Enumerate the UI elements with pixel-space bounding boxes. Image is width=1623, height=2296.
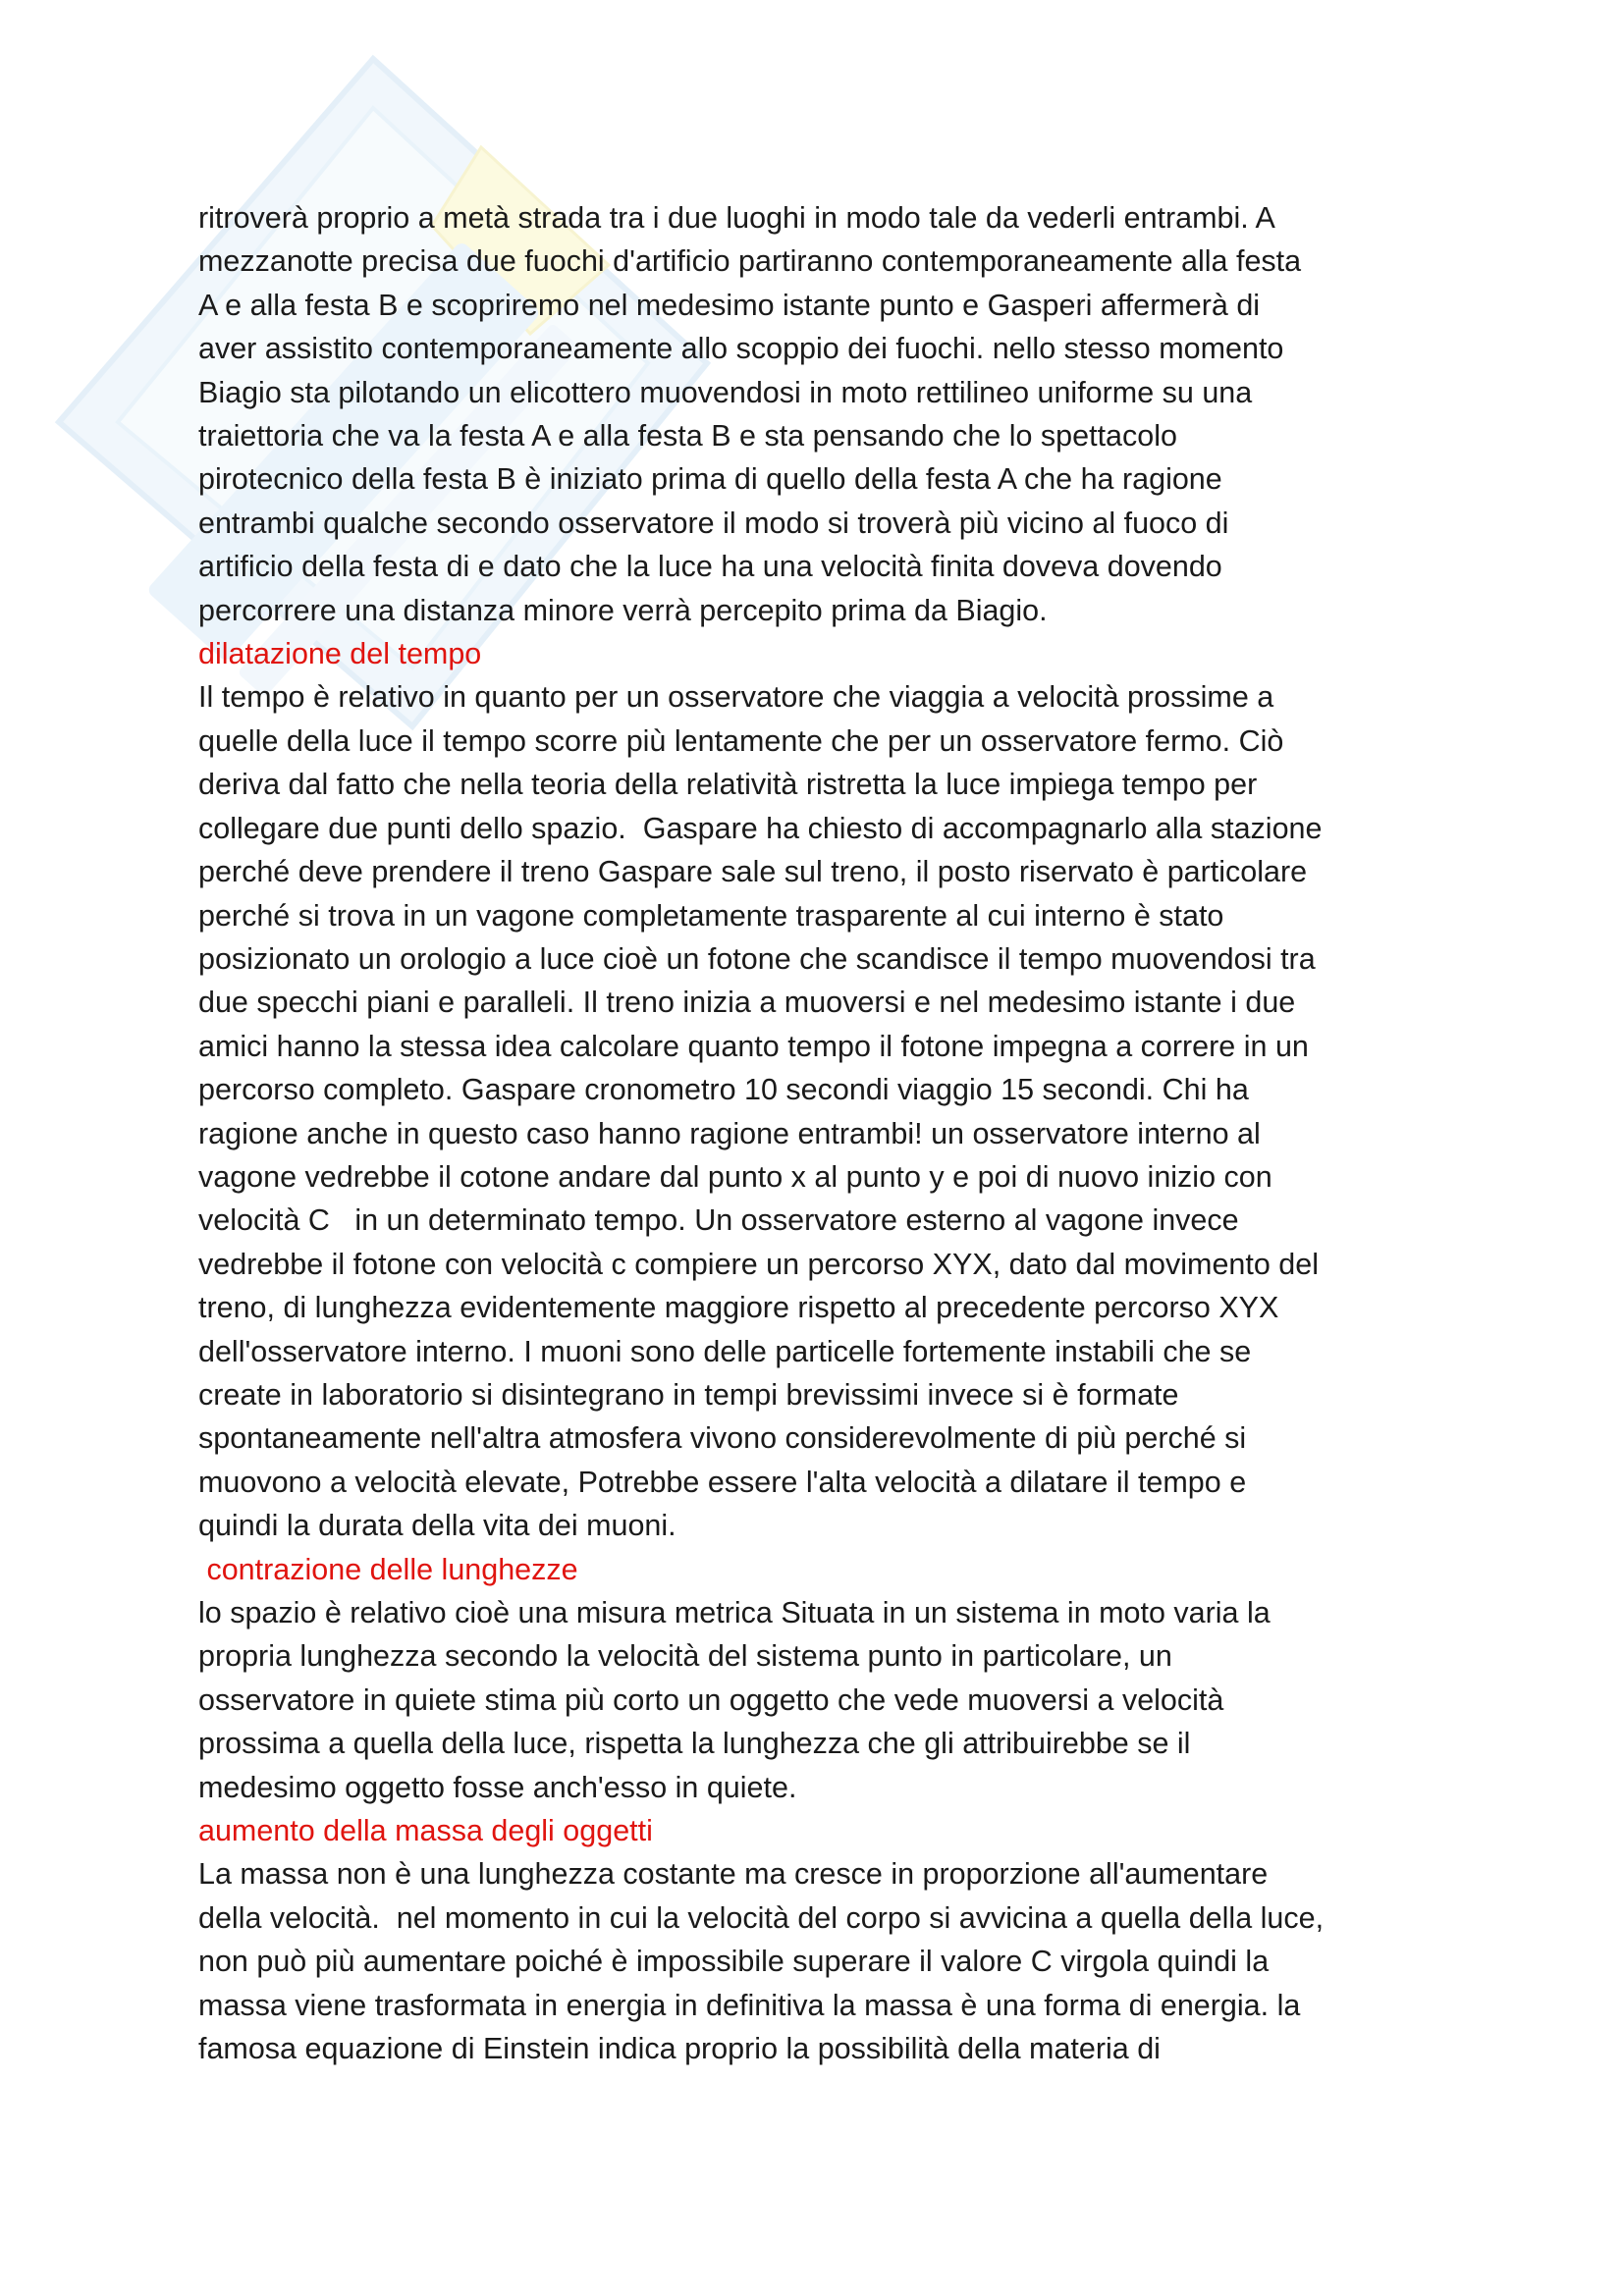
text-line: mezzanotte precisa due fuochi d'artificio partiranno contemporaneamente alla festa [198, 244, 1302, 279]
text-line: perché deve prendere il treno Gaspare sale sul treno, il posto riservato è particolare [198, 855, 1308, 889]
text-line: massa viene trasformata in energia in definitiva la massa è una forma di energia. la [198, 1988, 1301, 2022]
text-line: vedrebbe il fotone con velocità c compiere un percorso XYX, dato dal movimento del [198, 1247, 1319, 1281]
text-line: ragione anche in questo caso hanno ragione entrambi! un osservatore interno al [198, 1116, 1261, 1150]
text-line: muovono a velocità elevate, Potrebbe essere l'alta velocità a dilatare il tempo e [198, 1465, 1247, 1499]
section-heading: aumento della massa degli oggetti [198, 1814, 653, 1848]
text-line: deriva dal fatto che nella teoria della relatività ristretta la luce impiega tempo per [198, 768, 1258, 802]
text-line: quindi la durata della vita dei muoni. [198, 1509, 676, 1543]
text-line: lo spazio è relativo cioè una misura metrica Situata in un sistema in moto varia la [198, 1596, 1271, 1629]
text-line: due specchi piani e paralleli. Il treno inizia a muoversi e nel medesimo istante i due [198, 986, 1296, 1020]
text-line: pirotecnico della festa B è iniziato prima di quello della festa A che ha ragione [198, 462, 1222, 497]
document-body [198, 196, 1485, 2070]
text-line: traiettoria che va la festa A e alla festa B e sta pensando che lo spettacolo [198, 419, 1177, 454]
text-line: posizionato un orologio a luce cioè un fotone che scandisce il tempo muovendosi tra [198, 941, 1316, 976]
section-heading: dilatazione del tempo [198, 637, 482, 671]
text-line: vagone vedrebbe il cotone andare dal punto x al punto y e poi di nuovo inizio con [198, 1159, 1272, 1194]
text-line: Biagio sta pilotando un elicottero muovendosi in moto rettilineo uniforme su una [198, 375, 1253, 409]
text-line: dell'osservatore interno. I muoni sono delle particelle fortemente instabili che se [198, 1334, 1252, 1368]
text-line: entrambi qualche secondo osservatore il modo si troverà più vicino al fuoco di [198, 506, 1229, 540]
text-line: ritroverà proprio a metà strada tra i due luoghi in modo tale da vederli entrambi. A [198, 201, 1275, 235]
paragraph [198, 196, 1485, 632]
text-line: create in laboratorio si disintegrano in tempi brevissimi invece si è formate [198, 1377, 1179, 1412]
text-line: osservatore in quiete stima più corto un oggetto che vede muoversi a velocità [198, 1682, 1224, 1717]
text-line: propria lunghezza secondo la velocità del sistema punto in particolare, un [198, 1639, 1172, 1674]
text-line: Il tempo è relativo in quanto per un osservatore che viaggia a velocità prossime a [198, 680, 1274, 715]
text-line: prossima a quella della luce, rispetta la lunghezza che gli attribuirebbe se il [198, 1727, 1191, 1761]
paragraph [198, 1591, 1485, 1809]
text-line: famosa equazione di Einstein indica proprio la possibilità della materia di [198, 2032, 1161, 2066]
text-line: amici hanno la stessa idea calcolare quanto tempo il fotone impegna a correre in un [198, 1029, 1309, 1063]
text-line: percorso completo. Gaspare cronometro 10 secondi viaggio 15 secondi. Chi ha [198, 1073, 1249, 1107]
text-line: La massa non è una lunghezza costante ma cresce in proporzione all'aumentare [198, 1857, 1269, 1892]
text-line: perché si trova in un vagone completamente trasparente al cui interno è stato [198, 898, 1224, 933]
text-line: treno, di lunghezza evidentemente maggiore rispetto al precedente percorso XYX [198, 1291, 1279, 1325]
text-line: percorrere una distanza minore verrà percepito prima da Biagio. [198, 593, 1048, 627]
paragraph [198, 675, 1485, 1547]
paragraph [198, 1852, 1485, 2070]
text-line: collegare due punti dello spazio. Gaspare ha chiesto di accompagnarlo alla stazione [198, 811, 1323, 845]
text-line: quelle della luce il tempo scorre più lentamente che per un osservatore fermo. Ciò [198, 723, 1284, 758]
text-line: artificio della festa di e dato che la luce ha una velocità finita doveva dovendo [198, 550, 1222, 584]
text-line: non può più aumentare poiché è impossibile superare il valore C virgola quindi la [198, 1945, 1270, 1979]
text-line: spontaneamente nell'altra atmosfera vivono considerevolmente di più perché si [198, 1421, 1247, 1456]
text-line: A e alla festa B e scopriremo nel medesimo istante punto e Gasperi affermerà di [198, 288, 1261, 322]
text-line: medesimo oggetto fosse anch'esso in quiete. [198, 1770, 797, 1804]
section-heading: contrazione delle lunghezze [198, 1552, 578, 1586]
text-line: aver assistito contemporaneamente allo scoppio dei fuochi. nello stesso momento [198, 332, 1284, 366]
text-line: della velocità. nel momento in cui la velocità del corpo si avvicina a quella della luce, [198, 1900, 1325, 1935]
text-line: velocità C in un determinato tempo. Un osservatore esterno al vagone invece [198, 1203, 1239, 1238]
